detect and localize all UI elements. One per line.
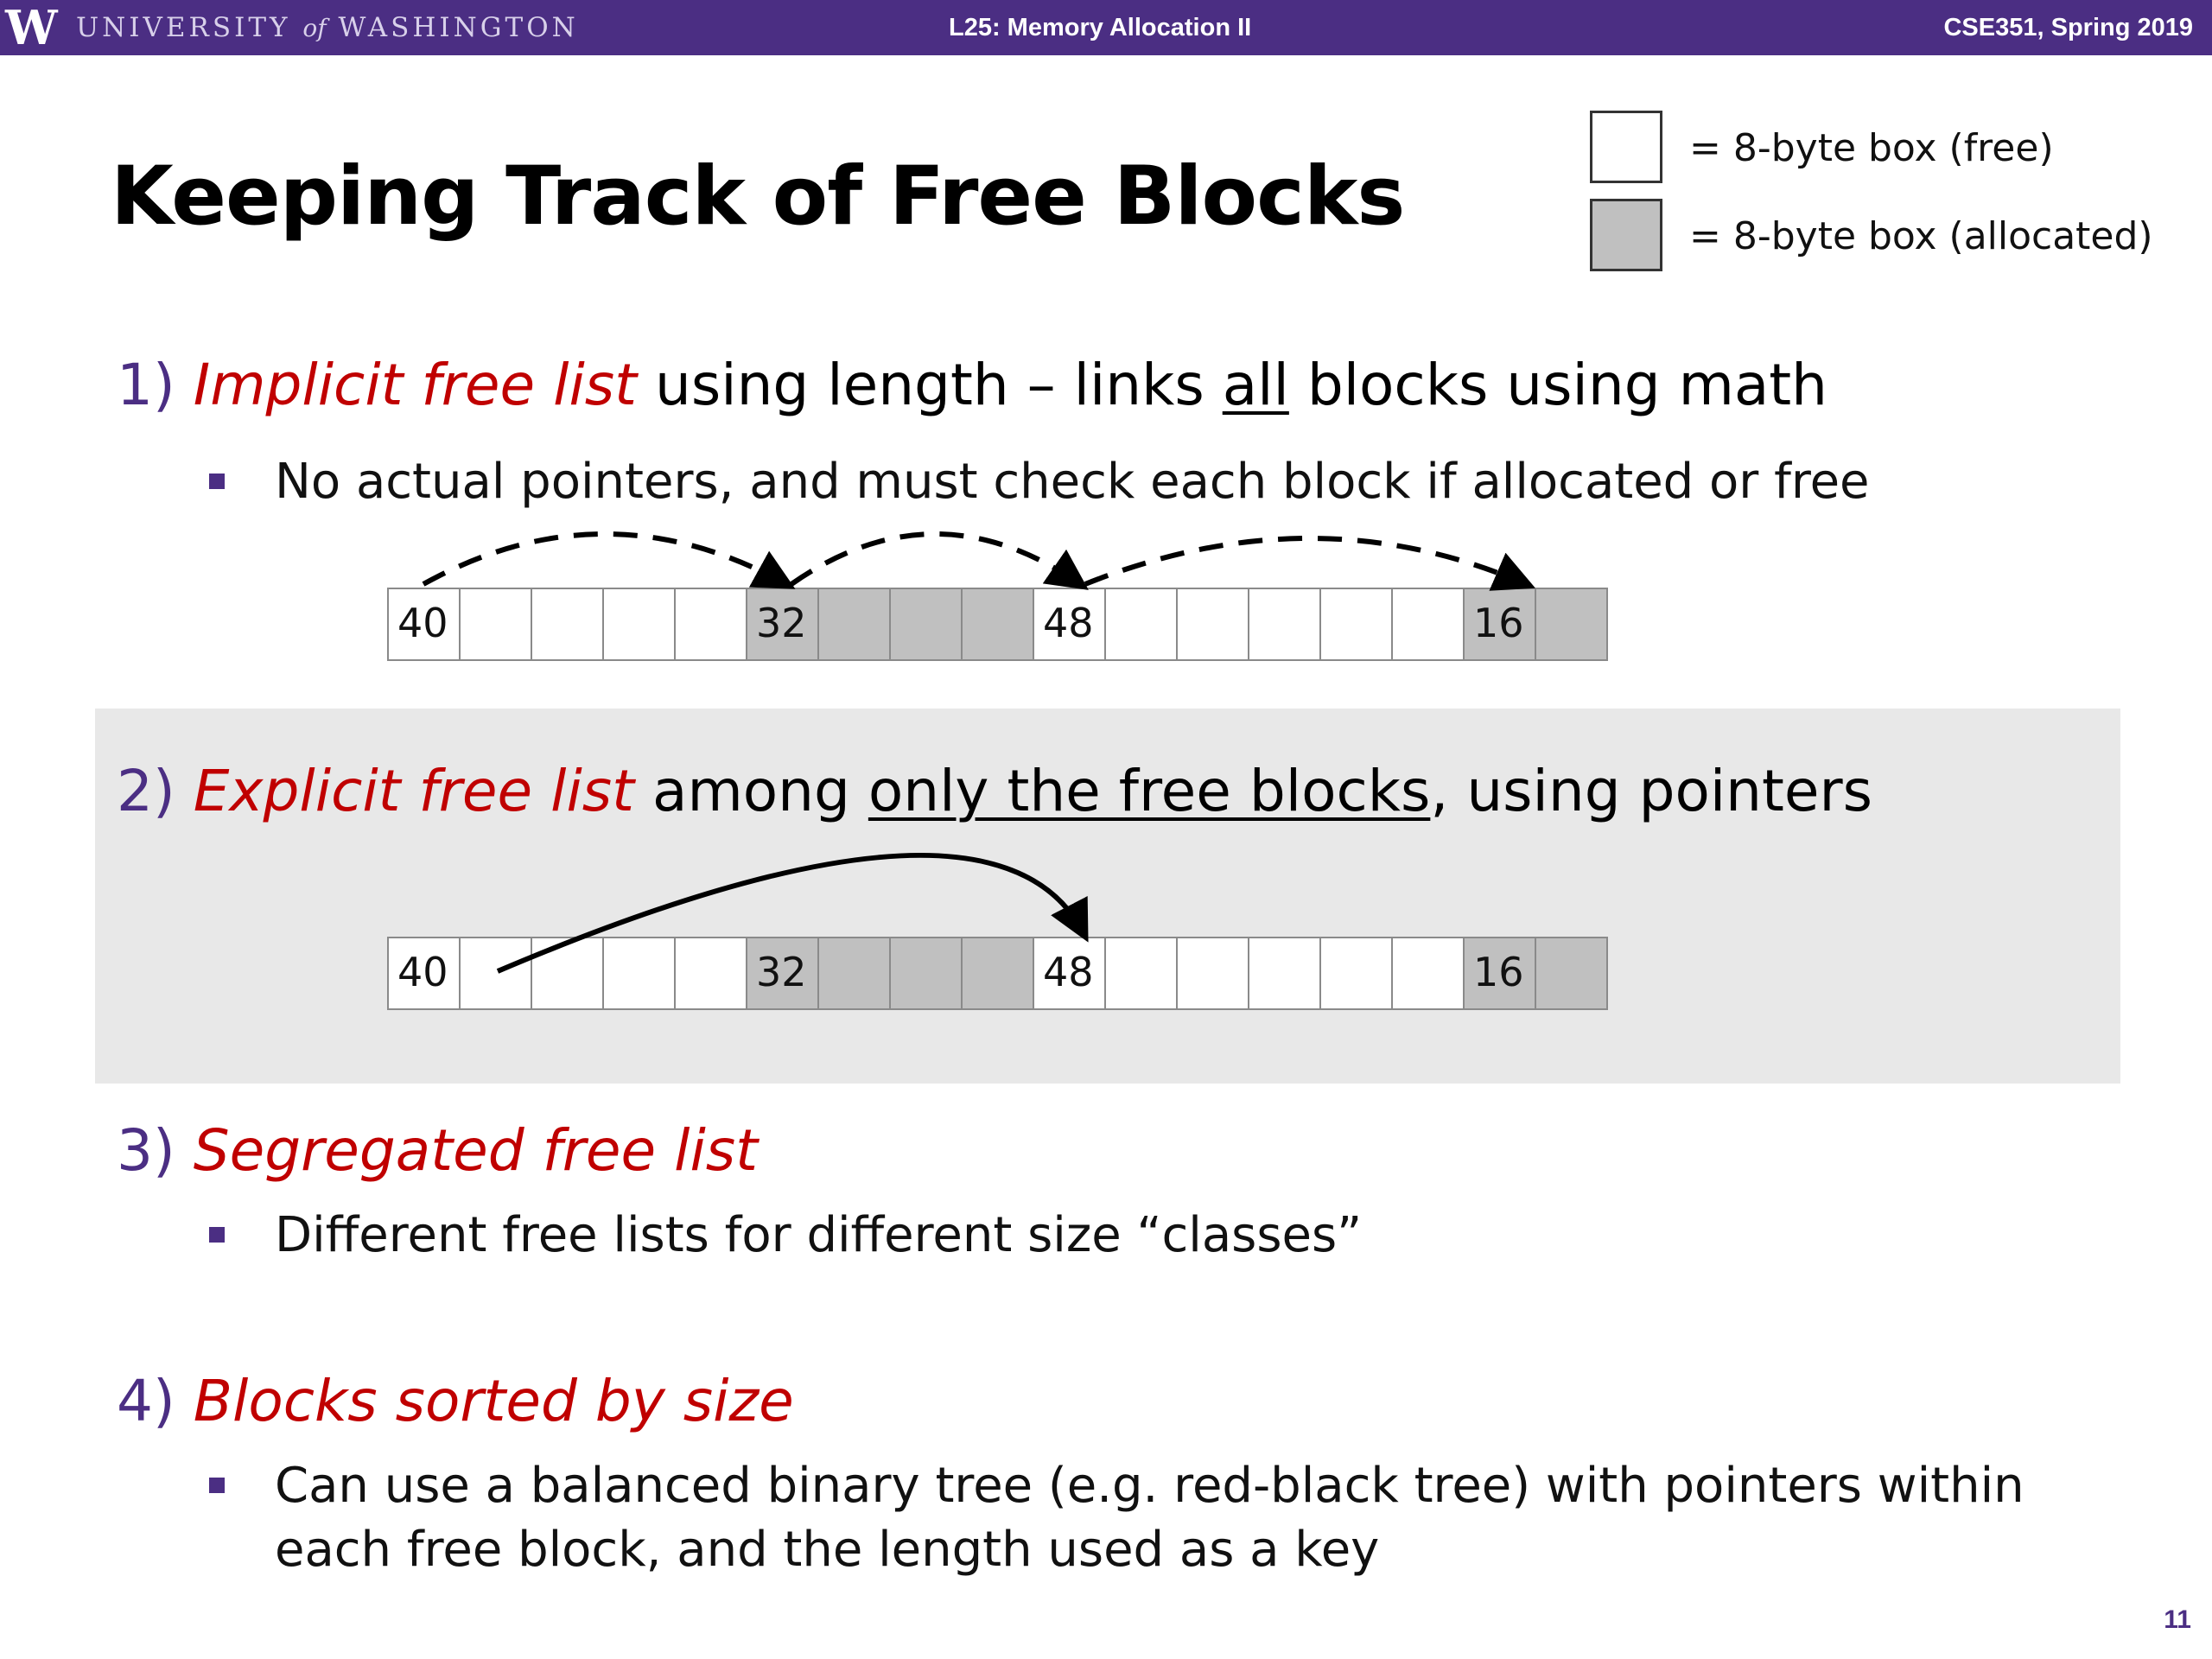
- item-explicit-free-list: 2) Explicit free list among only the free blocks, using pointers: [117, 758, 1873, 824]
- bullet-marker: [209, 1227, 225, 1243]
- implicit-arrow-40-to-32: [423, 534, 786, 584]
- implicit-arrow-48-to-16: [1085, 538, 1526, 584]
- implicit-arrow-32-to-48: [791, 534, 1080, 584]
- slide-title: Keeping Track of Free Blocks: [111, 149, 1405, 244]
- bullet-text: Can use a balanced binary tree (e.g. red-black tree) with pointers within: [275, 1458, 2024, 1514]
- bullet-marker: [209, 1478, 225, 1493]
- course-name: CSE351, Spring 2019: [1943, 14, 2193, 41]
- item-implicit-free-list: 1) Implicit free list using length – links all blocks using math: [117, 352, 1828, 418]
- uw-logo: W: [5, 0, 58, 55]
- block-size-label: 32: [756, 600, 807, 646]
- block-size-label: 16: [1473, 600, 1524, 646]
- page-number: 11: [2164, 1605, 2191, 1634]
- block-size-label: 48: [1043, 600, 1094, 646]
- item-blocks-sorted-by-size: 4) Blocks sorted by size: [117, 1368, 794, 1434]
- legend-free-label: = 8-byte box (free): [1689, 126, 2054, 170]
- block-size-label: 32: [756, 949, 807, 995]
- university-name: UNIVERSITY of WASHINGTON: [76, 12, 579, 43]
- block-size-label: 40: [397, 600, 448, 646]
- bullet-text: Different free lists for different size “classes”: [275, 1207, 1363, 1263]
- block-size-label: 48: [1043, 949, 1094, 995]
- bullet-text-continued: each free block, and the length used as a key: [275, 1522, 1380, 1578]
- explicit-pointer-arrow: [498, 855, 1084, 971]
- lecture-title: L25: Memory Allocation II: [949, 14, 1252, 41]
- block-size-label: 40: [397, 949, 448, 995]
- bullet-text: No actual pointers, and must check each block if allocated or free: [275, 454, 1870, 510]
- block-size-label: 16: [1473, 949, 1524, 995]
- legend-allocated-label: = 8-byte box (allocated): [1689, 214, 2153, 258]
- item-segregated-free-list: 3) Segregated free list: [117, 1117, 759, 1184]
